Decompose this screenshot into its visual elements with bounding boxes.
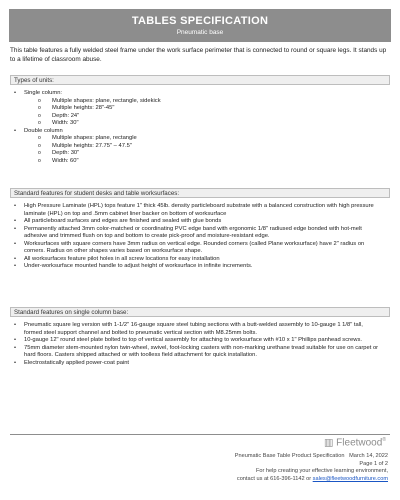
unit-single-column [14, 90, 382, 128]
list-item: • Permanently attached 3mm color-matched or coordinating PVC edge band with ergonomic 1/8" radiused edge bonded with hot-melt adhesive and trimmed flush on top and bottom to create pick-proof and moisture-resistant edge. [14, 226, 382, 241]
unit-detail: o Width: 30" [38, 120, 382, 128]
intro-paragraph: This table features a fully welded steel frame under the work surface perimeter that is connected to round or square legs. It stands up to a lifetime of classroom abuse. [10, 47, 387, 63]
unit-detail: o Depth: 30" [38, 150, 382, 158]
list-item: • 75mm diameter stem-mounted nylon twin-wheel, swivel, foot-locking casters with non-marking urethane tread suitable for use on carpet or hard floors. Casters shipped attached or with toolless field attachment for quick installation. [14, 345, 382, 360]
footer-divider [10, 434, 390, 435]
section-heading-desk-features: Standard features for student desks and table worksurfaces: [10, 188, 390, 198]
footer-contact: contact us at 616-396-1142 or [236, 475, 312, 482]
list-item: • Pneumatic square leg version with 1-1/2" 16-gauge square steel tubing sections with a butt-welded assembly to 10-gauge 1 1/8" tall, formed steel support channel and bolted to pneumatic vertical section with M8.25mm bolts. [14, 322, 382, 337]
list-item: • 10-gauge 12" round steel plate bolted to top of vertical assembly for attaching to worksurface with #10 x 1" Phillips panhead screws. [14, 337, 382, 345]
footer-date: March 14, 2022 [349, 453, 388, 459]
document-subtitle: Pneumatic base [176, 29, 224, 36]
fleetwood-logo [324, 437, 386, 448]
footer-info [148, 453, 388, 483]
footer-tagline: For help creating your effective learning environment, [255, 468, 388, 474]
desk-features-list [14, 203, 382, 271]
types-of-units-list [14, 90, 382, 165]
document-title: TABLES SPECIFICATION [131, 15, 269, 27]
unit-detail: o Multiple heights: 27.75" – 47.5" [38, 143, 382, 151]
list-item: • Worksurfaces with square corners have 3mm radius on vertical edge. Rounded corners (called Plane worksurface) have 2" radius on corners. Radius on other shapes varies based on worksurface shape. [14, 241, 382, 256]
logo-registered: ® [382, 437, 386, 443]
unit-label: Single column: [24, 90, 63, 96]
document-header [9, 9, 391, 42]
list-item: • Under-worksurface mounted handle to adjust height of worksurface in infinite increments. [14, 263, 382, 271]
list-item: • All worksurfaces feature pilot holes in all screw locations for easy installation [14, 256, 382, 264]
list-item: • Electrostatically applied power-coat paint [14, 360, 382, 368]
list-item: • High Pressure Laminate (HPL) tops feature 1" thick 45lb. density particleboard substrate with a balanced construction with high pressure laminate (HPL) on top and .5mm cabinet liner backer on bottom of worksurface [14, 203, 382, 218]
footer-email-link[interactable]: sales@fleetwoodfurniture.com [312, 475, 388, 482]
unit-detail: o Multiple heights: 28"-45" [38, 105, 382, 113]
unit-detail: o Multiple shapes: plane, rectangle [38, 135, 382, 143]
logo-mark-icon: ▥ [323, 437, 334, 449]
unit-label: Double column [24, 127, 63, 134]
footer-page: Page 1 of 2 [359, 460, 388, 467]
unit-detail: o Width: 60" [38, 158, 382, 166]
section-heading-types: Types of units: [10, 75, 390, 85]
unit-double-column [14, 128, 382, 166]
unit-detail: o Depth: 24" [38, 113, 382, 121]
column-features-list [14, 322, 382, 367]
section-heading-column-features: Standard features on single column base: [10, 307, 390, 317]
unit-detail: o Multiple shapes: plane, rectangle, sidekick [38, 98, 382, 106]
footer-doc-name: Pneumatic Base Table Product Specification [234, 453, 345, 459]
logo-text: Fleetwood [336, 437, 383, 449]
list-item: • All particleboard surfaces and edges are finished and sealed with glue bonds [14, 218, 382, 226]
